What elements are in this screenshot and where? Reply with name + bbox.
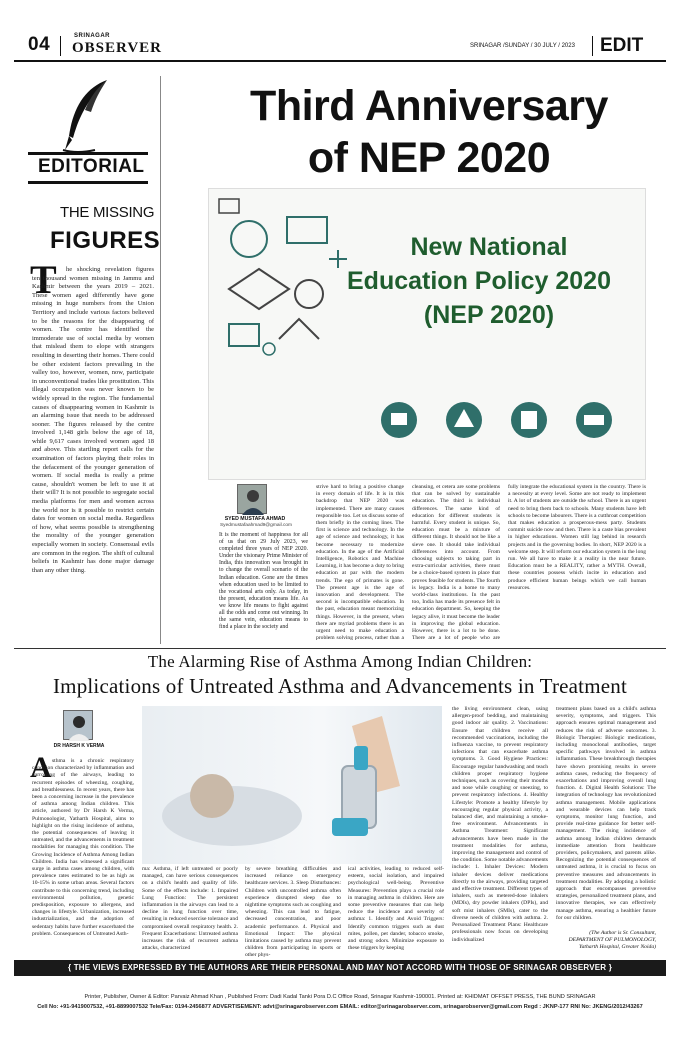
- editorial-title-top: THE MISSING: [60, 204, 155, 221]
- page-number: 04: [28, 34, 51, 55]
- nep-image-line3: (NEP 2020): [423, 301, 555, 329]
- disclaimer-text: { THE VIEWS EXPRESSED BY THE AUTHORS ARE THEIR PERSONAL AND MAY NOT ACCORD WITH THOSE OF SRINAGAR OBSERVER }: [67, 963, 613, 972]
- header-rule: [14, 60, 666, 62]
- nep-image: [208, 188, 646, 480]
- nep-text: fully integrate the educational system in the country. There is a necessity at every level. Some are not ready to implement it. A lot of students are outside the school. There is an urgent need to bring them back to schools. Many students have left schools to become labourers. There is a cutthroat competition that makes education a prosperous-mess party. Students commit suicide now and then. There is a caste bias prevalent in higher educations. Women still lag behind in research projects and in the governing bodies. In short, NEP 2020 is a welcome step. It will reform our education system in the long run. We all have to make it a reality in the near future. Education must be a REALITY, rather a MYTH. Overall, these countries possess which incite in education and produce efficient human beings which we call human resources.: [508, 484, 646, 591]
- nep-author-name: SYED MUSTAFA AHMAD: [224, 516, 286, 522]
- nep-text: strive hard to bring a positive change in every domain of life. It is in this backdrop that NEP 2020 was implemented. There are many causes responsible too. Let us discuss some of them briefly in the coming lines. The first is science and technology. In the age of science and technology, it has become necessary to modernize education. In the age of the Artificial Intelligence, Robotics and Machine Learning, it has become a duty to bring education at par with the modern trends. The ego of primates is gone. The present age is the age of innovation and development. The second is incompatible education. In the past, education meant memorizing things. However, in the present, when there are myriad problems there is an urgent need to make education a problem solving process, rather than a: [316, 484, 404, 642]
- editorial-body: [32, 266, 154, 666]
- nep-icon-row: [379, 395, 629, 445]
- editorial-drop-cap: T: [30, 257, 57, 302]
- asthma-signature: (The Author is Sr. Consultant, DEPARTMENT OF PULMONOLOGY, Yatharth Hospital, Greater Noida): [568, 930, 656, 950]
- section-label: EDIT: [600, 35, 644, 56]
- asthma-col5: [452, 706, 548, 958]
- editorial-text: he shocking revelation figures ten thousand women missing in Jammu and Kashmir between the years 2019 – 2021. These women aged differently have gone missing in huge numbers from the Union Territory and include various factors believed to be the reasons for the disappearing of women. The centre has identified the immoderate use of social media by women that mislead them to elope with strangers resulting in deserting their homes. There could be other existent factors prevailing in the valley too, however, women, now, participate in unconventional trades like prostitution. This illegal occupation was never known to be widely spread in the region. The fundamental causes of disappearing women in Kashmir is an alarming issue that needs to be addressed sooner. The figures released by the centre involved 1,148 girls below the age of 18, while 9,617 cases involved women aged 18 and above. This startling report calls for the examination of factors playing their roles in the defacement of the younger generation of women. If social media is really a prime cause, shouldn't women be left to use it at their will? It is not possible to segregate social media platforms for men and women across the world nor is it possible to restrict certain dates for women on social media. Regardless of how, what seems possible is strengthening the morality of the younger generation especially women in society. Consensual evils are common in the region. The shift of cultural beliefs in Kashmir has done major damage than any other thing.: [32, 266, 154, 574]
- asthma-text: the living environment clean, using allergen-proof bedding, and maintaining good indoor air quality. 2. Vaccinations: Ensure that children receive all recommended vaccinations, including the influenza vaccine, to prevent respiratory infections that can exacerbate asthma symptoms. 3. Good Hygiene Practices: Encourage regular handwashing and teach children proper respiratory hygiene techniques, such as covering their mouths and nose while coughing or sneezing, to prevent respiratory infections. 4. Healthy Lifestyle: Promote a healthy lifestyle by encouraging regular physical activity, a balanced diet, and maintaining a smoke-free environment. Advancements in Asthma Treatment: Significant advancements have been made in the treatment modalities for asthma, improving the management and control of the condition. Some notable advancements include: 1. Inhaler Devices: Modern inhaler devices deliver medications directly to the airways, providing targeted and effective treatment. Different types of inhalers, such as metered-dose inhalers (MDIs), dry powder inhalers (DPIs), and soft mist inhalers (SMIs), cater to the diverse needs of children with asthma. 2. Personalized Treatment Plans: Healthcare professionals now focus on developing individualized: [452, 706, 548, 943]
- student-icons: [379, 395, 629, 445]
- section-rule: [14, 648, 666, 649]
- asthma-col6: [556, 706, 656, 928]
- asthma-drop-cap: A: [30, 751, 52, 784]
- nep-image-line2: Education Policy 2020: [347, 267, 611, 295]
- inhaler-photo-icon: [142, 706, 442, 864]
- asthma-col1: [32, 758, 134, 958]
- footer-line1: Printer, Publisher, Owner & Editor: Parvaiz Ahmad Khan , Published From: Dadi Kadal Tanki Pora D.C Office Road, Srinagar Kashmir-190001. Printed at: KHIDMAT OFFSET PRESS, THE BUND SRINAGAR: [84, 994, 596, 1000]
- date-line: SRINAGAR /SUNDAY / 30 JULY / 2023: [470, 43, 575, 49]
- editorial-label: EDITORIAL: [38, 156, 145, 177]
- author-photo: [237, 484, 267, 514]
- nep-col1: [219, 532, 308, 642]
- nep-col3: [412, 484, 500, 642]
- nep-image-line1: New National: [410, 233, 568, 261]
- asthma-image: [142, 706, 442, 864]
- nep-author-email: Syedmustafaahmad9@gmail.com: [219, 523, 293, 528]
- nep-text: It is the moment of happiness for all of us that on 29 July 2023, we completed three years of NEP 2020. Under the visionary Prime Minister of India, this innovation was brought in to change the overall scenario of the Indian education. Gone are the times when education used to be limited to the vocational arts only. As today, in the present, education means life. As we know life means to fight against all the odds and come out winning. In the same vein, education means to find a place in the society and: [219, 532, 308, 631]
- nep-headline-line1: Third Anniversary: [250, 82, 608, 130]
- left-column-rule: [160, 76, 161, 644]
- nep-text: cleansing, et cetera are some problems that can be solved by sustainable education. The third is individual differences. The same kind of education for different students is harmful. Every student is unique. So, education must be a mixture of different things. It should not be like a sieve one. It should take individual differences into account. From choosing subjects to taking part in extra-curricular activities, there must be a choice-based system in place that proves feasible for students. The fourth is legacy. India is a home to many world-class institutions. In the past too, India has made its presence felt in education department. So, keeping the legacy alive, it must become the leader in improving the global education. However, there is a lot to be done. There are a lot of people who are: [412, 484, 500, 642]
- nep-headline-line2: of NEP 2020: [307, 134, 551, 182]
- footer-line2: Cell No: +91-9419007532, +91-8899007532 Tele/Fax: 0194-2456877 ADVERTISEMENT: advt@srinagarobserver.com EMAIL: editor@srinagarobserver.com, srinagarobserver@gmail.com Regd : JKNP-177 RNI No: JKENG/2012/43267: [37, 1004, 643, 1010]
- asthma-text: ma: Asthma, if left untreated or poorly managed, can have serious consequences on a child's health and quality of life. Some of the effects include: 1. Impaired Lung Function: The persistent inflammation in the airways can lead to a decline in lung function over time, resulting in reduced exercise tolerance and compromised overall respiratory health. 2. Frequent Exacerbations: Untreated asthma increases the risk of recurrent asthma attacks, characterized: [142, 866, 238, 952]
- nep-col2: [316, 484, 404, 642]
- asthma-author-photo: [63, 710, 93, 740]
- header-divider-right: [592, 36, 593, 56]
- asthma-text: sthma is a chronic respiratory condition characterized by inflammation and narrowing of the airways, leading to recurrent episodes of wheezing, coughing, and breathlessness. In recent years, there has been a concerning increase in the prevalence of asthma among Indian children. This article, authored by Dr Harsh K Verma, Pulmonologist, Yatharth Hospital, aims to highlight on the rising incidence of asthma, the potential consequences of leaving it untreated, and the advancements in treatment modalities for managing this condition. The Growing Incidence of Asthma Among Indian Children. India has witnessed a significant surge in asthma cases among children, with prevalence rates estimated to be as high as 10-15% in some urban areas. Several factors contribute to this concerning trend, including environmental pollution, genetic predisposition, exposure to allergens, and changes in lifestyle. Urbanization, increased industrialization, and the adoption of sedentary habits have further exacerbated the problem. Consequences of Untreated Asth-: [32, 758, 134, 937]
- asthma-col4: [348, 866, 444, 958]
- header-divider: [60, 36, 61, 56]
- asthma-text: ical activities, leading to reduced self-esteem, social isolation, and impaired psychological well-being. Preventive Measures: Prevention plays a crucial role in managing asthma in children. Here are some preventive measures that can help reduce the incidence and severity of asthma: 1. Identify and Avoid Triggers: Identify common triggers such as dust mites, pollen, pet dander, tobacco smoke, and strong odors. Minimize exposure to these triggers by keeping: [348, 866, 444, 952]
- asthma-col2: [142, 866, 238, 958]
- editorial-title-bottom: FIGURES: [50, 227, 161, 254]
- masthead-logo: OBSERVER: [72, 40, 162, 56]
- asthma-text: by severe breathing difficulties and increased reliance on emergency healthcare services. 3. Sleep Disturbances: Children with uncontrolled asthma often experience disrupted sleep due to nighttime symptoms such as coughing and wheezing. This can lead to fatigue, decreased concentration, and poor academic performance. 4. Physical and Emotional Impact: The physical limitations caused by asthma may prevent children from participating in sports or other phys-: [245, 866, 341, 958]
- nep-col4: [508, 484, 646, 642]
- asthma-author-name: DR HARSH K VERMA: [53, 743, 105, 749]
- masthead-top: SRINAGAR: [74, 33, 111, 39]
- asthma-headline-line1: The Alarming Rise of Asthma Among Indian Children:: [147, 652, 533, 671]
- asthma-text: treatment plans based on a child's asthma severity, symptoms, and triggers. This approach ensures optimal management and reduces the risk of adverse outcomes. 3. Biologic Therapies: Biologic medications, including monoclonal antibodies, target specific pathways involved in asthma inflammation. These breakthrough therapies have shown promising results in severe asthma cases, reducing the frequency of exacerbations and improving overall lung function. 4. Digital Health Solutions: The integration of technology has revolutionized asthma management. Mobile applications and wearable devices can help track symptoms, monitor lung function, and provide real-time guidance for better self-management. The rising incidence of asthma among Indian children demands immediate attention from healthcare providers, policymakers, and parents alike. Recognizing the potential consequences of untreated asthma, it is crucial to focus on preventive measures and advancements in treatment modalities. By adopting a holistic approach that encompasses preventive strategies, personalized treatment plans, and innovative therapies, we can effectively manage asthma, ensuring a healthier future for our children.: [556, 706, 656, 921]
- asthma-col3: [245, 866, 341, 958]
- asthma-headline-line2: Implications of Untreated Asthma and Advancements in Treatment: [52, 674, 628, 698]
- quill-pen-icon: [55, 78, 115, 158]
